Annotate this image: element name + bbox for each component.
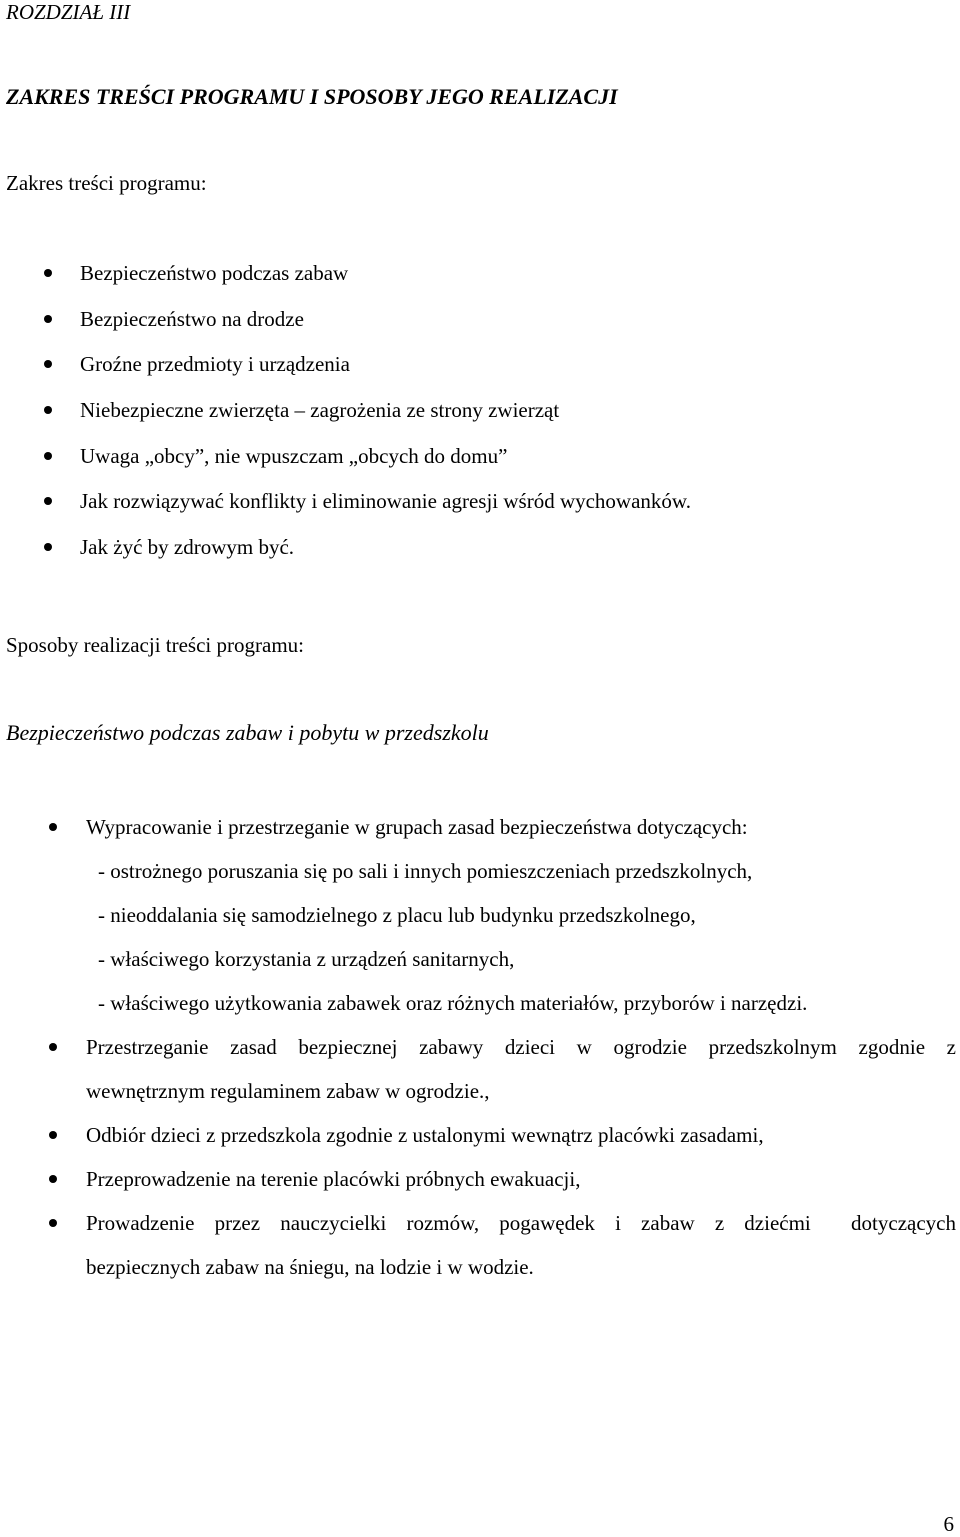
bullet-icon <box>49 1219 57 1227</box>
sub-item: - właściwego korzystania z urządzeń sanitarnych, <box>98 947 515 971</box>
list-item: Bezpieczeństwo na drodze <box>0 304 691 350</box>
chapter-label: ROZDZIAŁ III <box>6 0 131 24</box>
page-number: 6 <box>943 1512 954 1536</box>
sub-item: - ostrożnego poruszania się po sali i innych pomieszczeniach przedszkolnych, <box>98 859 753 883</box>
sub-item: - nieoddalania się samodzielnego z placu lub budynku przedszkolnego, <box>98 903 696 927</box>
bullet-icon <box>49 823 57 831</box>
list-item: Bezpieczeństwo podczas zabaw <box>0 258 691 304</box>
item-text: Przeprowadzenie na terenie placówki próbnych ewakuacji, <box>86 1167 581 1191</box>
item-text: Przestrzeganie zasad bezpiecznej zabawy dzieci w ogrodzie przedszkolnym zgodnie z <box>86 1035 956 1059</box>
list-item: Niebezpieczne zwierzęta – zagrożenia ze strony zwierząt <box>0 395 691 441</box>
bullet-icon <box>49 1131 57 1139</box>
list-item <box>0 805 960 1025</box>
item-text: Prowadzenie przez nauczycielki rozmów, pogawędek i zabaw z dziećmi dotyczących <box>86 1211 956 1235</box>
bullet-icon <box>44 543 52 551</box>
section-subheading: Bezpieczeństwo podczas zabaw i pobytu w przedszkolu <box>6 720 489 745</box>
bullet-icon <box>44 269 52 277</box>
bullet-icon <box>44 315 52 323</box>
item-text: Odbiór dzieci z przedszkola zgodnie z ustalonymi wewnątrz placówki zasadami, <box>86 1123 764 1147</box>
bullet-icon <box>49 1175 57 1183</box>
sub-item: - właściwego użytkowania zabawek oraz różnych materiałów, przyborów i narzędzi. <box>98 991 808 1015</box>
methods-list <box>0 805 960 1289</box>
page-title: ZAKRES TREŚCI PROGRAMU I SPOSOBY JEGO REALIZACJI <box>6 84 618 109</box>
bullet-icon <box>44 360 52 368</box>
list-item <box>0 1157 960 1201</box>
list-item <box>0 1201 960 1289</box>
list-item <box>0 1025 960 1113</box>
list-item <box>0 1113 960 1157</box>
bullet-icon <box>44 406 52 414</box>
bullet-icon <box>49 1043 57 1051</box>
item-text-continued: bezpiecznych zabaw na śniegu, na lodzie i w wodzie. <box>86 1255 534 1279</box>
list-item: Uwaga „obcy”, nie wpuszczam „obcych do domu” <box>0 441 691 487</box>
methods-heading: Sposoby realizacji treści programu: <box>6 633 304 657</box>
scope-heading: Zakres treści programu: <box>6 171 207 195</box>
scope-list <box>0 258 691 578</box>
list-item: Groźne przedmioty i urządzenia <box>0 349 691 395</box>
item-text-continued: wewnętrznym regulaminem zabaw w ogrodzie., <box>86 1079 490 1103</box>
list-item: Jak żyć by zdrowym być. <box>0 532 691 578</box>
list-item: Jak rozwiązywać konflikty i eliminowanie agresji wśród wychowanków. <box>0 486 691 532</box>
bullet-icon <box>44 452 52 460</box>
item-text: Wypracowanie i przestrzeganie w grupach zasad bezpieczeństwa dotyczących: <box>86 815 748 839</box>
bullet-icon <box>44 497 52 505</box>
